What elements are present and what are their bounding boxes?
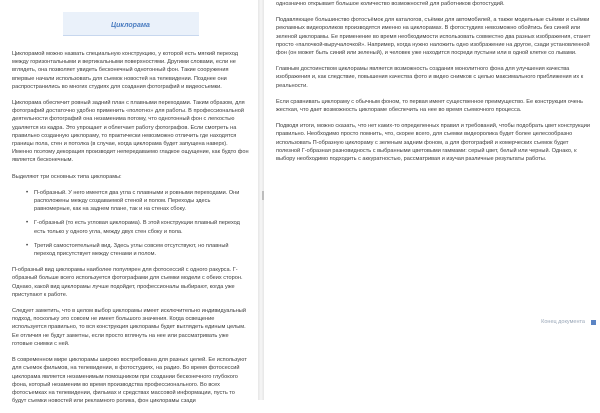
end-marker-icon (591, 320, 596, 325)
paragraph-intro: Циклорамой можно назвать специальную конструкцию, у которой есть мягкий переход между горизонтальными и вертикальными поверхностями. Другими словами, если не вглядеть, она позволяет увидеть бесконечный однотонный фон. Такие сооружения впервые начали использовать для съемок новостей на телевидении. Позднее они распространились во многих студиях для создания фотографий и видеосъемки. (12, 51, 238, 90)
paragraph-conclusion: Подводя итоги, можно сказать, что нет каких-то определенных правил и требований, чтобы подобрать цвет конструкции правильно. Необходимо просто помнить, что, скорее всего, для съемки видеоролика будет более целесообразно использовать П-образную циклораму с зеленым задним фоном, а для фотографий и комерческих съемок будет полезной Г-образная разновидность с выбранными цветовыми гаммами: серый цвет, белый или черный. Однако, к выбору необходимо подходить с аккуратностью, рассматривая и изучая различные результаты работы. (276, 123, 590, 163)
document-title-box (63, 12, 199, 36)
paragraph-types-lead: Выделяют три основных типа циклорамы: (12, 173, 122, 180)
left-text-column (12, 12, 249, 413)
paragraph-modern-use: В современном мире циклорамы широко востребована для разных целей. Ее используют для съемок фильмов, на телевидении, в фотостудиях, на радио. Во время фотосессий циклорама является незаменимым помощником при создании бесконечного глубокого фона, который незаменим во время производства профессионального. Во всех фотосъемках на телевидении, фильмах и средствах массовой информации, пусть то будут съемки новостей или рекламного ролика, фон циклорамы сзади (12, 357, 247, 405)
types-list (12, 189, 249, 258)
document-title: Циклорама (111, 22, 150, 29)
right-text-column (276, 0, 594, 171)
list-item-third-type: • Третий самостоятельный вид. Здесь углы совсем отсутствуют, но плавный переход присутствует между стенами и полом. (26, 242, 249, 258)
paragraph-choice: Следует заметить, что в целом выбор циклорамы имеет исключительно индивидуальный подход, поскольку это совсем не имеет большого значения. Когда освещение используется правильно, то вся конструкция циклорамы будет выглядеть единым целым. Ее отличия не будут заметны, если просто вглянуть на нее или рассматривать уже готовые снимки с ней. (12, 308, 246, 347)
document-end-label: Конец документа (541, 319, 585, 325)
paragraph-background: Циклорама обеспечит ровный задний план с плавными переходами. Таким образом, для фотографий достаточно удобно применить «полотно» для работы. В профессиональной деятельности фотографий она незаменима потому, что однотонный фон с легкостью удаляется из кадра. Это упрощает и облегчает работу фотографов. Если смотреть на правильно созданную циклораму, то практически невозможно отличить где находятся границы пола, стен и потолка (в случае, когда циклорама будет запущена наверх). Именно поэтому декорация производит непередаваемо гладкое ощущение, как будто фон является бесконечным. (12, 100, 249, 164)
document-page-left (0, 0, 258, 405)
list-item-g-shaped: • Г-образный (то есть угловая циклорама). В этой конструкции плавный переход есть только у одного угла, между двух стен сбоку и пола. (26, 219, 249, 235)
paragraph-continuation: однозначно открывает большое количество возможностей для работников фотостудий. (276, 1, 505, 7)
document-end-footer (541, 316, 596, 328)
paragraph-catalog-shoots: Подавляющее большинство фотосъёмок для каталогов, съёмки для автомобилей, а также модельные съёмки и съёмки рекламных видеороликов производятся именно на циклорамах. В фотостудиях невозможно обойтись без синей или зеленой циклорамы. Ее применение во время необходимости использовать совместно два разных изображения, станет просто «палочкой-выручалочкой». Например, когда нужно наложить одно изображение на другое, сзади установленной фон (он может быть синий или зеленый), и человек уже находится посреди пустыни или в одной клетке со львами. (276, 17, 591, 57)
list-item-p-shaped: • П-образный. У него имеется два угла с плавными и ровными переходами. Они расположены между создаваемой стеной и полом. Переходы здесь равномерные, как на заднем плане, так и на стенах сбоку. (26, 189, 249, 214)
document-page-right (264, 0, 600, 400)
paragraph-comparison: Если сравнивать циклораму с обычным фоном, то первая имеет существенное преимущество. Ее конструкция очень жесткая, что дает возможность циклораме обеспечить на нее во время съемочного процесса. (276, 98, 583, 114)
paragraph-main-advantage: Главным достоинством циклорамы является возможность создания монолитного фона для улучшения качества изображения и, как следствие, повышения качества фото и видео снимков с целью максимального приближения их к реальности. (276, 66, 584, 89)
paragraph-popularity: П-образный вид циклорамы наиболее популярен для фотосессий с одного ракурса. Г-образный больше всего используется фотографами для съемки модели с обеих сторон. Однако, какой вид циклорамы лучше подойдет, профессионалы выбирают, когда уже приступают к работе. (12, 267, 243, 298)
